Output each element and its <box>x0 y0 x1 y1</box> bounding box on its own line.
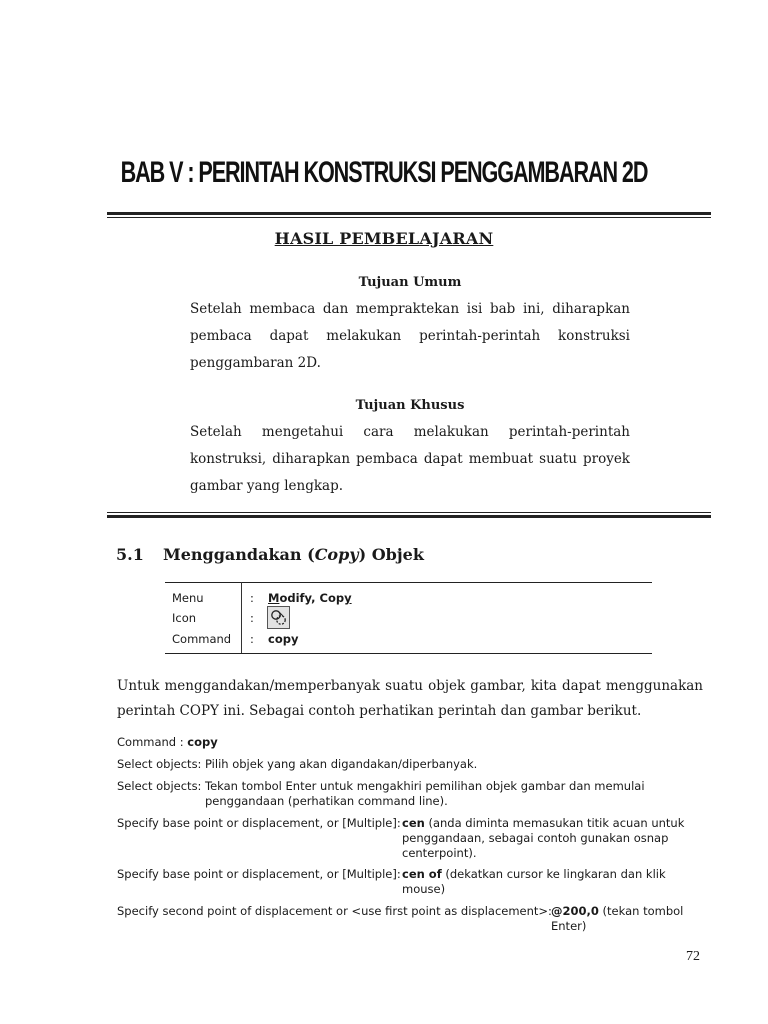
table-colon: : <box>250 611 254 625</box>
step-prompt: Specify second point of displacement or <use first point as displacement>: <box>117 904 552 918</box>
table-value-menu <box>268 591 352 605</box>
section-title-italic: Copy <box>314 545 359 564</box>
intro-line: perintah COPY ini. Sebagai contoh perhatikan perintah dan gambar berikut. <box>117 703 642 719</box>
command-line <box>117 735 218 750</box>
step-note: (dekatkan cursor ke lingkaran dan klik <box>441 867 666 881</box>
intro-line: Untuk menggandakan/memperbanyak suatu objek gambar, kita dapat menggunakan <box>117 678 703 694</box>
step-text: Pilih objek yang akan digandakan/diperbanyak. <box>205 757 478 771</box>
table-colon: : <box>250 632 254 646</box>
specific-objective-line: Setelah mengetahui cara melakukan perintah-perintah <box>190 424 630 440</box>
table-label-command: Command <box>172 632 232 646</box>
table-colon: : <box>250 591 254 605</box>
section-title <box>163 545 424 564</box>
step-prompt: Select objects: <box>117 757 202 771</box>
menu-mnemonic: y <box>344 591 352 605</box>
general-objective-heading: Tujuan Umum <box>358 275 462 290</box>
bottom-rule-thick <box>107 515 711 518</box>
top-rule-thin <box>107 217 711 218</box>
menu-path: odify, Cop <box>279 591 345 605</box>
step-text: Enter) <box>551 919 587 933</box>
general-objective-text <box>190 296 630 377</box>
specific-objective-line: gambar yang lengkap. <box>190 478 344 494</box>
step-prompt: Specify base point or displacement, or [Multiple]: <box>117 816 401 830</box>
step-prompt: Select objects: <box>117 779 202 793</box>
table-divider <box>241 582 242 654</box>
step-text: centerpoint). <box>402 846 477 860</box>
step-text: mouse) <box>402 882 446 896</box>
step-note: (anda diminta memasukan titik acuan untuk <box>424 816 685 830</box>
bottom-rule-thin <box>107 512 711 513</box>
top-rule-thick <box>107 212 711 215</box>
general-objective-line: Setelah membaca dan mempraktekan isi bab ini, diharapkan <box>190 301 630 317</box>
step-text <box>402 816 684 831</box>
step-text: penggandaan, sebagai contoh gunakan osnap <box>402 831 669 845</box>
table-label-icon: Icon <box>172 611 197 625</box>
step-input: cen of <box>402 867 442 881</box>
specific-objective-text <box>190 419 630 500</box>
outcomes-heading: HASIL PEMBELAJARAN <box>274 229 494 248</box>
command-label: Command : <box>117 735 188 749</box>
general-objective-line: penggambaran 2D. <box>190 355 321 371</box>
step-text <box>551 904 683 919</box>
page-number: 72 <box>686 949 700 964</box>
section-title-after: ) Objek <box>358 545 424 564</box>
step-note: (tekan tombol <box>598 904 684 918</box>
menu-mnemonic: M <box>268 591 280 605</box>
chapter-title: BAB V : PERINTAH KONSTRUKSI PENGGAMBARAN 2D <box>120 156 648 189</box>
section-title-before: Menggandakan ( <box>163 545 315 564</box>
command-value: copy <box>187 735 218 749</box>
table-top-rule <box>165 582 652 583</box>
step-text <box>402 867 666 882</box>
step-text: Tekan tombol Enter untuk mengakhiri pemilihan objek gambar dan memulai <box>205 779 645 793</box>
table-label-menu: Menu <box>172 591 204 605</box>
copy-objects-icon <box>267 606 290 629</box>
step-prompt: Specify base point or displacement, or [Multiple]: <box>117 867 401 881</box>
table-bottom-rule <box>165 653 652 654</box>
general-objective-line: pembaca dapat melakukan perintah-perintah konstruksi <box>190 328 630 344</box>
step-text: penggandaan (perhatikan command line). <box>205 794 448 808</box>
copy-objects-icon-graphic <box>268 607 289 628</box>
step-input: cen <box>402 816 425 830</box>
step-input: @200,0 <box>551 904 599 918</box>
section-number: 5.1 <box>116 545 144 564</box>
specific-objective-line: konstruksi, diharapkan pembaca dapat membuat suatu proyek <box>190 451 630 467</box>
intro-paragraph <box>117 674 703 724</box>
table-value-command: copy <box>268 632 299 646</box>
specific-objective-heading: Tujuan Khusus <box>355 398 465 413</box>
